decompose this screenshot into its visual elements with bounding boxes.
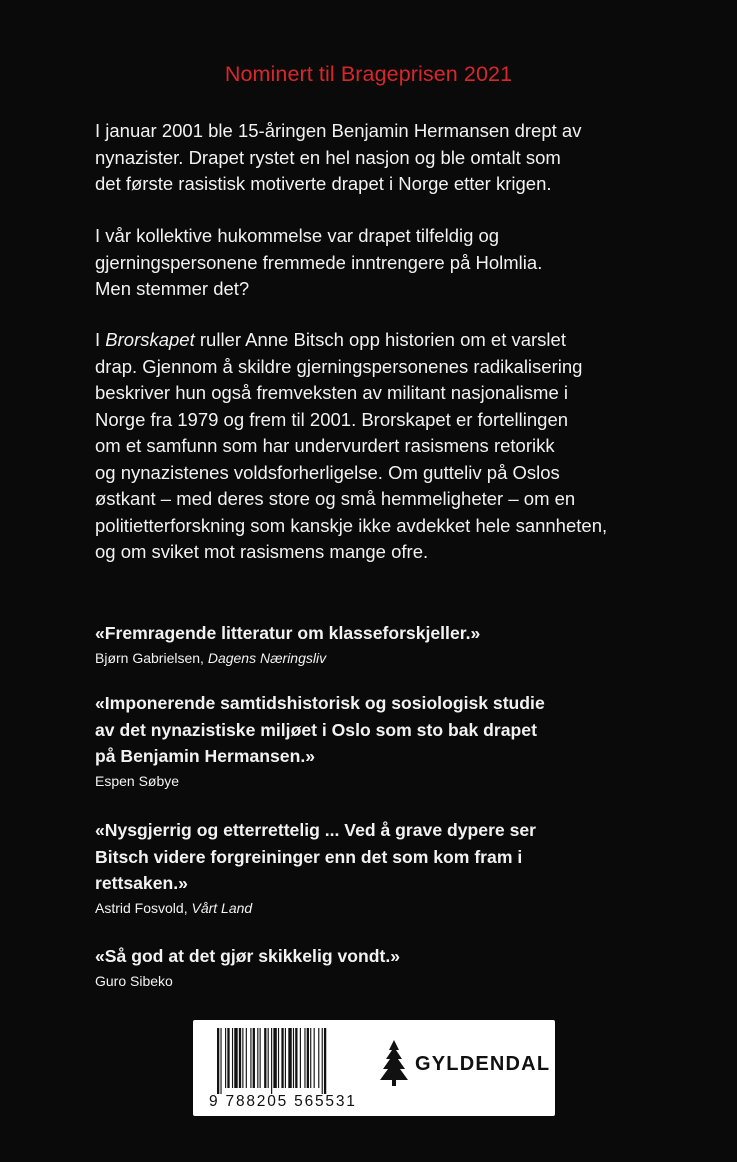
barcode-bar [310,1028,311,1088]
barcode-bar [273,1028,276,1088]
quote-outlet: Vårt Land [191,899,253,916]
blurb-line: politietterforskning som kanskje ikke avdekket hele sannheten, [95,514,608,536]
blurb-line: Norge fra 1979 og frem til 2001. Brorskapet er fortellingen [95,408,569,430]
isbn-number: 9 788205 565531 [209,1093,357,1110]
award-nomination: Nominert til Brageprisen 2021 [224,62,513,86]
quote-line: av det nynazistiske miljøet i Oslo som sto bak drapet [95,719,537,740]
review-quote [95,943,400,990]
blurb-line: Men stemmer det? [95,278,250,299]
blurb-line: drap. Gjennom å skildre gjerningspersonenes radikalisering [95,355,583,377]
quote-author: Guro Sibeko [95,972,173,989]
barcode-label [193,1020,555,1116]
barcode-bar [300,1028,301,1088]
quote-source [95,649,480,667]
review-quote [95,620,480,667]
blurb-line: I januar 2001 ble 15-åringen Benjamin Hermansen drept av [95,120,582,141]
quote-line: «Nysgjerrig og etterrettelig ... Ved å grave dypere ser [95,820,537,840]
barcode-bar [260,1028,261,1088]
blurb-line: det første rasistisk motiverte drapet i Norge etter krigen. [95,173,552,194]
barcode-bar [264,1028,266,1088]
quote-source [95,899,536,917]
barcode-bar [271,1028,272,1094]
book-title: Brorskapet [105,329,195,350]
blurb-line: nynazister. Drapet rystet en hel nasjon og ble omtalt som [95,146,561,168]
barcode-bar [307,1028,309,1088]
barcode-bar [288,1028,291,1088]
quote-source [95,972,400,990]
quote-author: Bjørn Gabrielsen, [95,649,208,666]
quote-line: «Imponerende samtidshistorisk og sosiologisk studie [95,693,545,713]
barcode-bar [232,1028,233,1088]
barcode-bar [285,1028,286,1088]
blurb-line: og om sviket mot rasismens mange ofre. [95,541,429,562]
quote-line: Bitsch videre forgreininger enn det som kom fram i [95,846,523,867]
fir-tree-icon [379,1038,409,1088]
barcode-bar [234,1028,237,1088]
review-quote [95,817,536,917]
barcode-bar [220,1028,221,1094]
quote-line: rettsaken.» [95,873,188,893]
barcode-bar [225,1028,226,1088]
blurb-line-rest: ruller Anne Bitsch opp historien om et varslet [194,329,566,350]
barcode-bar [314,1028,315,1088]
barcode-bar [304,1028,305,1088]
barcode-bar [278,1028,279,1088]
blurb-line: om et samfunn som har undervurdert rasismens retorikk [95,435,555,456]
blurb-prefix: I [95,329,106,350]
blurb-line: I vår kollektive hukommelse var drapet tilfeldig og [95,225,500,246]
blurb-line: østkant – med deres store og små hemmeligheter – om en [95,488,576,509]
barcode-bar [295,1028,297,1088]
barcode-bar [324,1028,326,1094]
blurb-paragraph-1 [95,118,695,198]
barcode-bar [281,1028,283,1088]
quote-author: Espen Søbye [95,772,180,789]
barcode-bar [268,1028,269,1088]
blurb-paragraph-2 [95,223,695,303]
barcode-bar [227,1028,229,1088]
quote-line: på Benjamin Hermansen.» [95,746,315,766]
review-quote [95,690,545,790]
barcode-bar [257,1028,258,1088]
quote-source [95,772,545,790]
blurb-line: og nynazistenes voldsforherligelse. Om gutteliv på Oslos [95,461,560,483]
barcode-bar [242,1028,243,1088]
barcode-bar [322,1028,323,1094]
blurb-line: beskriver hun også fremveksten av militant nasjonalisme i [95,382,568,403]
barcode-bar [217,1028,219,1094]
quote-author: Astrid Fosvold, [95,899,192,916]
barcode-bar [246,1028,247,1088]
blurb-line [95,327,695,354]
barcode-bar [239,1028,241,1088]
publisher-name: GYLDENDAL [415,1053,551,1075]
isbn-barcode [217,1028,369,1094]
quote-outlet: Dagens Næringsliv [207,649,327,666]
publisher-logo [379,1038,549,1088]
quote-line: «Fremragende litteratur om klasseforskjeller.» [95,623,481,643]
blurb-line: gjerningspersonene fremmede inntrengere på Holmlia. [95,251,543,273]
quote-line: «Så god at det gjør skikkelig vondt.» [95,946,401,966]
barcode-bar [250,1028,251,1088]
barcode-bar [293,1028,294,1088]
barcode-bar [253,1028,255,1088]
barcode-bar [318,1028,319,1088]
blurb-paragraph-3 [95,327,695,566]
